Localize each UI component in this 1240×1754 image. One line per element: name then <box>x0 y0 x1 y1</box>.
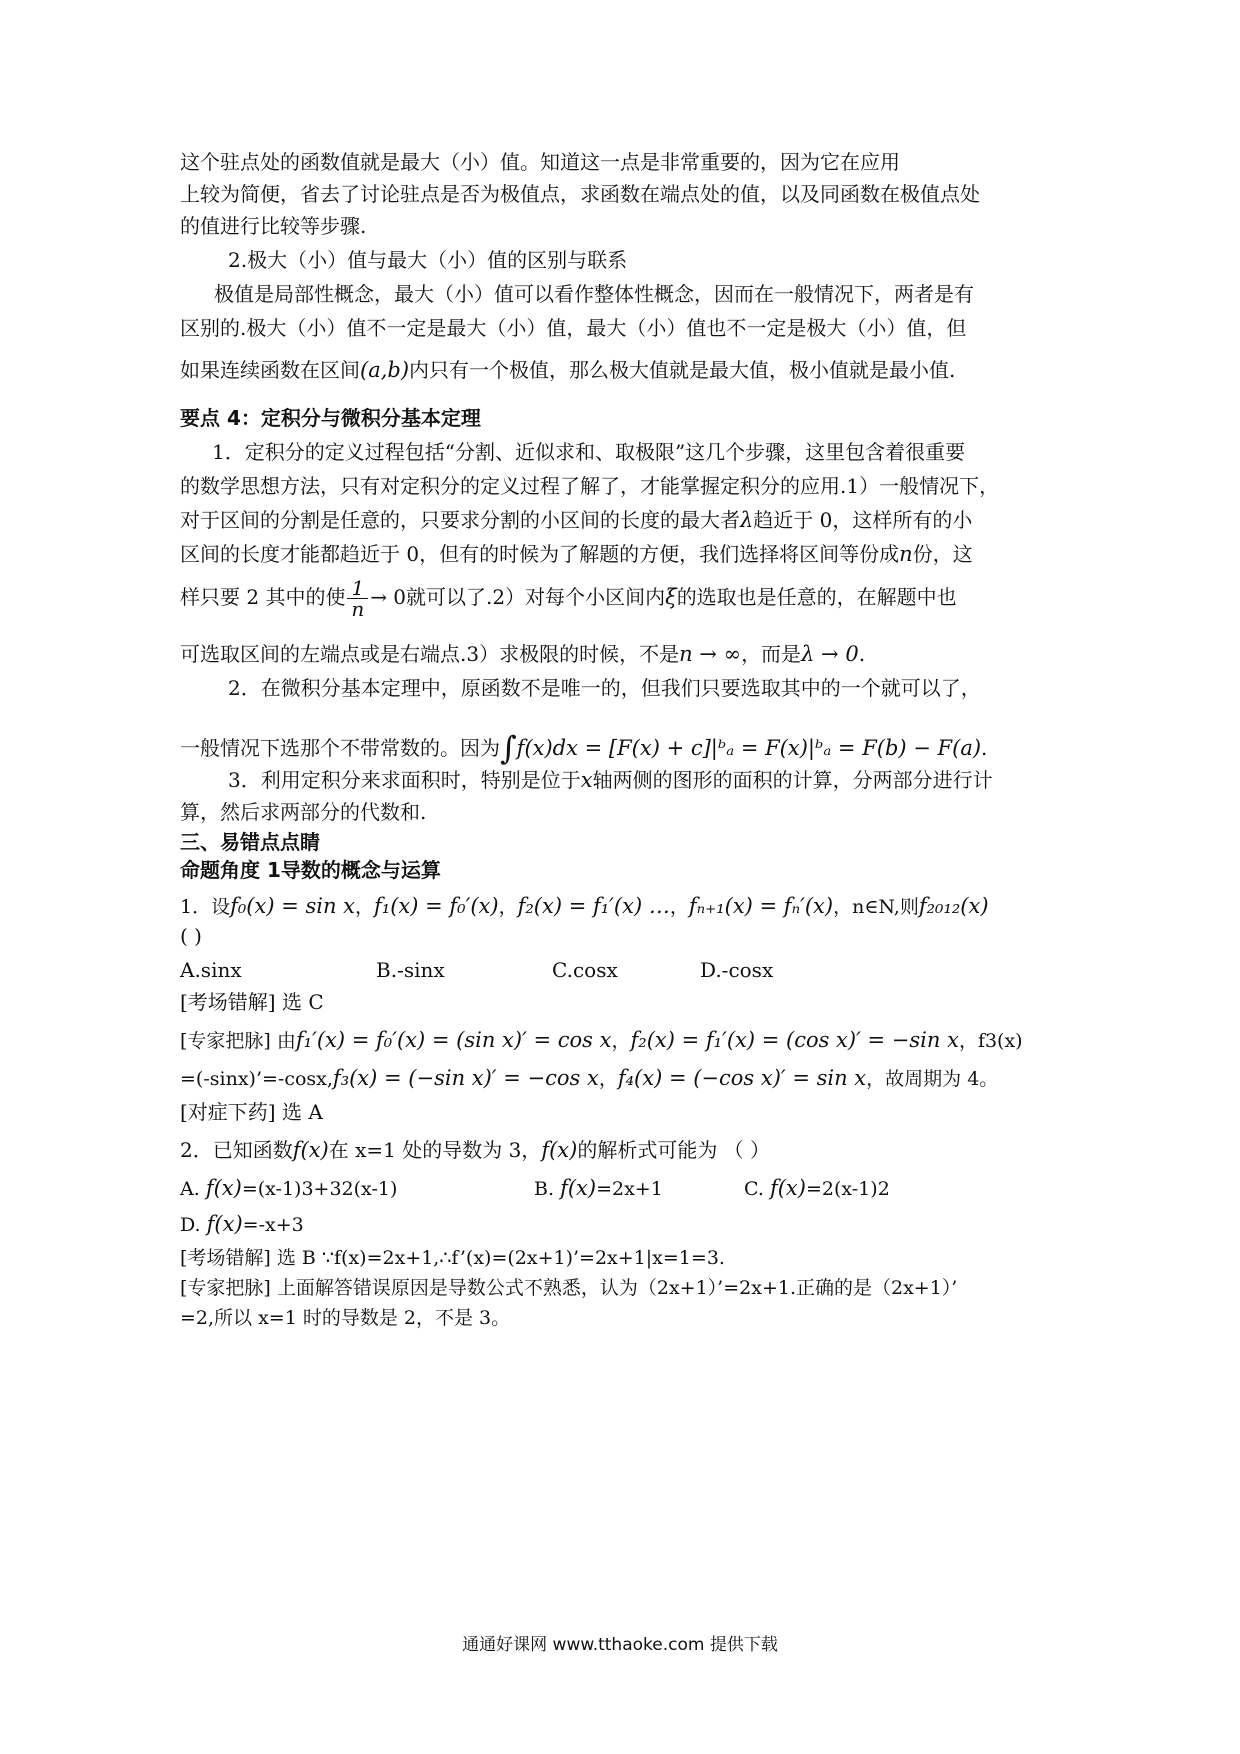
math-fraction <box>347 578 368 619</box>
expert-analysis: =2,所以 x=1 时的导数是 2，不是 3。 <box>180 1307 511 1329</box>
math-formula: f(x) <box>541 1138 578 1162</box>
text-line <box>180 356 955 384</box>
fraction-denominator: n <box>351 597 365 621</box>
text-segment: ，故周期为 4。 <box>866 1068 999 1090</box>
text-segment: 可选取区间的左端点或是右端点.3）求极限的时候，不是 <box>180 642 680 666</box>
question-stem <box>180 892 989 921</box>
math-limit: λ → 0 <box>801 642 859 666</box>
text-segment: 区间的长度才能都趋近于 0，但有的时候为了解题的方便，我们选择将区间等份成 <box>180 542 900 566</box>
math-formula: f(x) <box>560 1176 597 1200</box>
math-formula: f₂(x) = f₁′(x) = (cos x)′ = −sin x <box>630 1028 959 1052</box>
text-line <box>180 578 957 619</box>
text-segment: 的选取也是任意的，在解题中也 <box>676 585 957 609</box>
text-segment: ，n∈N,则 <box>833 896 919 918</box>
text-segment: A. <box>180 1178 200 1200</box>
text-segment: 一般情况下选那个不带常数的。因为 <box>180 736 500 760</box>
math-formula: f(x) <box>292 1138 329 1162</box>
math-formula: f(x)dx = [F(x) + c]|ᵇₐ = F(x)|ᵇₐ = F(b) − F(a) <box>516 736 982 760</box>
math-formula: f₃(x) = (−sin x)′ = −cos x <box>332 1066 599 1090</box>
math-formula: f(x) <box>206 1212 243 1236</box>
text-segment: 1．设 <box>180 896 231 918</box>
text-segment: =2(x-1)2 <box>805 1178 890 1200</box>
math-symbol: λ <box>740 508 754 532</box>
answer-parentheses: ( ) <box>180 924 202 948</box>
math-symbol: n <box>899 542 913 566</box>
math-interval: (a,b) <box>360 358 410 382</box>
text-line <box>180 640 865 668</box>
text-line: 的数学思想方法，只有对定积分的定义过程了解了，才能掌握定积分的应用.1）一般情况下， <box>180 474 1000 498</box>
text-segment: ， <box>611 1030 631 1052</box>
option-b <box>534 1174 663 1203</box>
subsection-heading: 2.极大（小）值与最大（小）值的区别与联系 <box>228 248 628 272</box>
text-segment: 轴两侧的图形的面积的计算，分两部分进行计 <box>592 768 993 792</box>
option-b: B.-sinx <box>376 958 445 982</box>
option-a: A.sinx <box>180 958 242 982</box>
expert-analysis: [专家把脉] 上面解答错误原因是导数公式不熟悉，认为（2x+1）’=2x+1.正确的是（2x+1）’ <box>180 1277 958 1299</box>
math-formula: f₄(x) = (−cos x)′ = sin x <box>617 1066 867 1090</box>
expert-analysis <box>180 1064 998 1093</box>
option-c <box>744 1174 890 1203</box>
wrong-solution: [考场错解] 选 C <box>180 990 324 1014</box>
text-line: 2．在微积分基本定理中，原函数不是唯一的，但我们只要选取其中的一个就可以了， <box>228 676 981 700</box>
text-line: 区别的.极大（小）值不一定是最大（小）值，最大（小）值也不一定是极大（小）值，但 <box>180 316 967 340</box>
text-segment: D. <box>180 1214 201 1236</box>
math-symbol: ξ <box>665 585 677 609</box>
text-segment: =(x-1)3+32(x-1) <box>241 1178 398 1200</box>
text-line: 算，然后求两部分的代数和. <box>180 800 427 824</box>
text-segment: ，而是 <box>741 642 802 666</box>
text-segment: ， <box>598 1068 618 1090</box>
text-line: 上较为简便，省去了讨论驻点是否为极值点，求函数在端点处的值，以及同函数在极值点处 <box>180 182 980 206</box>
text-segment: ， <box>355 896 375 918</box>
math-formula: f₁′(x) = f₀′(x) = (sin x)′ = cos x <box>295 1028 612 1052</box>
text-segment: 内只有一个极值，那么极大值就是最大值，极小值就是最小值. <box>409 358 956 382</box>
math-formula: f₂(x) = f₁′(x) … <box>517 894 670 918</box>
text-segment: 的解析式可能为 （ ） <box>577 1138 771 1162</box>
section-heading: 要点 4：定积分与微积分基本定理 <box>180 406 481 430</box>
text-line: 极值是局部性概念，最大（小）值可以看作整体性概念，因而在一般情况下，两者是有 <box>214 282 974 306</box>
text-segment: 2．已知函数 <box>180 1138 293 1162</box>
text-segment: ， <box>669 896 689 918</box>
math-formula: f(x) <box>205 1176 242 1200</box>
option-d <box>180 1210 304 1239</box>
math-formula: f(x) <box>769 1176 806 1200</box>
section-heading: 三、易错点点睛 <box>180 830 320 854</box>
text-segment: 3．利用定积分来求面积时，特别是位于 <box>228 768 581 792</box>
text-segment: 在 x=1 处的导数为 3， <box>328 1138 542 1162</box>
text-line <box>180 540 973 568</box>
text-segment: 样只要 2 其中的使 <box>180 585 346 609</box>
text-segment: =(-sinx)’=-cosx, <box>180 1068 333 1090</box>
text-segment: → 0就可以了.2）对每个小区间内 <box>370 585 666 609</box>
fraction-numerator: 1 <box>347 578 368 599</box>
option-a <box>180 1174 397 1203</box>
text-line: 1．定积分的定义过程包括“分割、近似求和、取极限”这几个步骤，这里包含着很重要 <box>212 440 966 464</box>
text-line <box>228 766 993 794</box>
math-formula: f₂₀₁₂(x) <box>918 894 989 918</box>
text-segment: 对于区间的分割是任意的，只要求分割的小区间的长度的最大者 <box>180 508 740 532</box>
text-segment: 趋近于 0，这样所有的小 <box>753 508 973 532</box>
text-line <box>180 506 972 534</box>
text-line <box>180 729 988 767</box>
text-segment: . <box>981 736 988 760</box>
wrong-solution: [考场错解] 选 B ∵f(x)=2x+1,∴f’(x)=(2x+1)’=2x+1|x=1=3. <box>180 1247 725 1269</box>
option-c: C.cosx <box>552 958 618 982</box>
text-segment: =-x+3 <box>242 1214 304 1236</box>
text-segment: ，f3(x) <box>958 1030 1023 1052</box>
text-segment: 份，这 <box>912 542 973 566</box>
text-segment: B. <box>534 1178 555 1200</box>
page-footer: 通通好课网 www.tthaoke.com 提供下载 <box>462 1635 778 1655</box>
math-formula: fₙ₊₁(x) = fₙ′(x) <box>688 894 834 918</box>
text-segment: [专家把脉] 由 <box>180 1030 296 1052</box>
expert-analysis <box>180 1026 1023 1055</box>
option-d: D.-cosx <box>700 958 774 982</box>
correct-solution: [对症下药] 选 A <box>180 1100 323 1124</box>
text-segment: . <box>858 642 866 666</box>
text-segment: =2x+1 <box>596 1178 663 1200</box>
math-symbol: x <box>580 768 593 792</box>
integral-sign: ∫ <box>500 729 517 767</box>
math-formula: f₁(x) = f₀′(x) <box>374 894 499 918</box>
text-segment: ， <box>498 896 518 918</box>
subsection-heading: 命题角度 1导数的概念与运算 <box>180 858 441 882</box>
text-segment: 如果连续函数在区间 <box>180 358 360 382</box>
question-stem <box>180 1136 770 1164</box>
math-limit: n → ∞ <box>679 642 742 666</box>
text-line: 这个驻点处的函数值就是最大（小）值。知道这一点是非常重要的，因为它在应用 <box>180 150 900 174</box>
text-line: 的值进行比较等步骤. <box>180 214 367 238</box>
math-formula: f₀(x) = sin x <box>230 894 355 918</box>
text-segment: C. <box>744 1178 764 1200</box>
